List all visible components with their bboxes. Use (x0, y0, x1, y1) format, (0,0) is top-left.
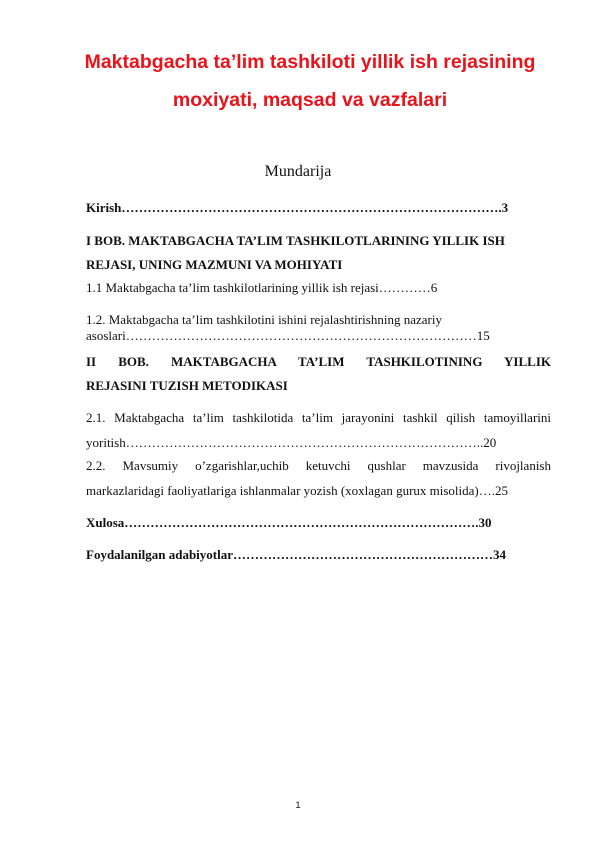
toc-entry-1-2-line-2[interactable]: asoslari………………………………………………………………………15 (86, 328, 490, 343)
toc-chapter-2-line-1[interactable]: II BOB. MAKTABGACHA TA’LIM TASHKILOTINING YILLIK (86, 354, 551, 369)
toc-chapter-1-line-2[interactable]: REJASI, UNING MAZMUNI VA MOHIYATI (86, 257, 343, 272)
document-title-line-2: moxiyati, maqsad va vazfalari (172, 89, 448, 111)
contents-heading: Mundarija (264, 163, 332, 180)
toc-entry-adabiyotlar[interactable]: Foydalanilgan adabiyotlar……………………………………………………34 (86, 547, 506, 562)
toc-chapter-2-line-2[interactable]: REJASINI TUZISH METODIKASI (86, 378, 288, 393)
toc-entry-2-1-line-2[interactable]: yoritish………………………………………………………………………..20 (86, 435, 497, 450)
page-number: 1 (295, 800, 301, 810)
toc-entry-xulosa[interactable]: Xulosa……………………………………………………………………….30 (86, 515, 492, 530)
toc-entry-kirish[interactable]: Kirish…………………………………………………………………………….3 (86, 200, 509, 215)
toc-entry-2-2-line-1[interactable]: 2.2. Mavsumiy o’zgarishlar,uchib ketuvchi qushlar mavzusida rivojlanish (86, 458, 551, 473)
toc-entry-2-2-line-2[interactable]: markazlaridagi faoliyatlariga ishlanmalar yozish (xoxlagan gurux misolida)….25 (86, 483, 509, 498)
toc-entry-1-2-line-1[interactable]: 1.2. Maktabgacha ta’lim tashkilotini ishini rejalashtirishning nazariy (86, 312, 442, 327)
toc-entry-2-1-line-1[interactable]: 2.1. Maktabgacha ta’lim tashkilotida ta’lim jarayonini tashkil qilish tamoyillarini (86, 410, 551, 425)
toc-chapter-1-line-1[interactable]: I BOB. MAKTABGACHA TA’LIM TASHKILOTLARINING YILLIK ISH (86, 233, 505, 248)
document-title-line-1: Maktabgacha ta’lim tashkiloti yillik ish rejasining (84, 51, 536, 73)
toc-entry-1-1[interactable]: 1.1 Maktabgacha ta’lim tashkilotlarining yillik ish rejasi…………6 (86, 280, 438, 295)
